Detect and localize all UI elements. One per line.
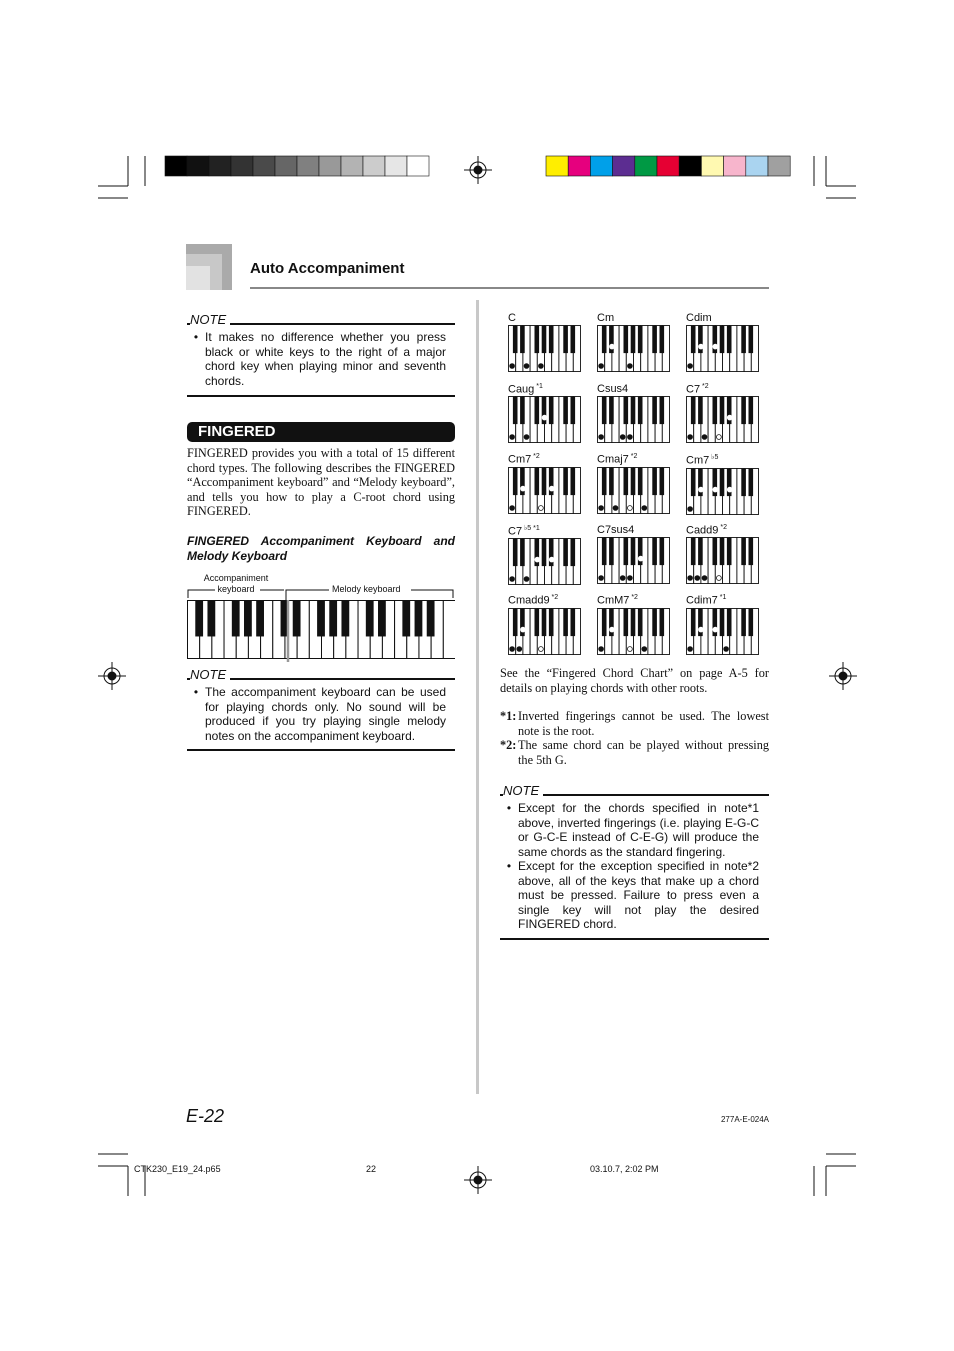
- black-key: [748, 538, 753, 566]
- chord-footnote-mark: *2: [628, 453, 638, 460]
- color-swatch: [768, 156, 790, 176]
- note-label: NOTE: [190, 667, 230, 682]
- black-key: [542, 539, 547, 567]
- pressed-key-dot: [628, 575, 633, 580]
- chord-keyboard: [508, 467, 582, 515]
- chord-keyboard: [597, 467, 671, 515]
- color-swatch: [568, 156, 590, 176]
- black-key: [520, 539, 525, 567]
- pressed-key-dot: [524, 435, 529, 440]
- black-key: [631, 467, 636, 495]
- black-key: [602, 537, 607, 565]
- black-key: [659, 396, 664, 424]
- black-key: [293, 601, 301, 637]
- pressed-key-dot: [688, 364, 693, 369]
- black-key: [659, 537, 664, 565]
- black-key: [520, 397, 525, 425]
- gray-swatch: [341, 156, 363, 176]
- note-text: Except for the chords specified in note*1 above, inverted fingerings (i.e. playing E-G-C or G-C-E instead of C-E-G) will produce the same chords as the standard fingering.: [518, 801, 759, 859]
- optional-key-dot: [539, 646, 544, 651]
- black-key: [534, 608, 539, 636]
- black-key: [256, 601, 264, 637]
- chord-name: Caug $^{*1}$: [508, 382, 543, 396]
- color-swatch: [679, 156, 701, 176]
- chord-diagram: [508, 453, 582, 515]
- chord-diagram: [686, 383, 760, 445]
- pressed-key-dot: [699, 344, 704, 349]
- black-key: [659, 467, 664, 495]
- color-swatch: [724, 156, 746, 176]
- black-key: [720, 468, 725, 496]
- sheet-number: 22: [366, 1164, 377, 1174]
- black-key: [691, 538, 696, 566]
- black-key: [366, 601, 374, 637]
- optional-key-dot: [628, 646, 633, 651]
- page-number: E-22: [186, 1106, 225, 1126]
- black-key: [563, 539, 568, 567]
- black-key: [652, 608, 657, 636]
- black-key: [631, 326, 636, 354]
- note-label: NOTE: [503, 783, 543, 798]
- black-key: [652, 537, 657, 565]
- black-key: [623, 326, 628, 354]
- chord-keyboard: [686, 468, 760, 516]
- chord-name: C: [508, 312, 516, 324]
- pressed-key-dot: [702, 576, 707, 581]
- pressed-key-dot: [521, 486, 526, 491]
- gray-color-bars: [165, 156, 429, 176]
- note-text: It makes no difference whether you press black or white keys to the right of a major chord key when playing minor and seventh chords.: [205, 330, 446, 388]
- chord-diagram-grid: [508, 312, 770, 658]
- chord-name: Cm: [597, 312, 615, 324]
- chord-keyboard: [686, 325, 760, 373]
- pressed-key-dot: [620, 434, 625, 439]
- gray-swatch: [297, 156, 319, 176]
- page-section-title: Auto Accompaniment: [250, 260, 405, 277]
- black-key: [638, 326, 643, 354]
- timestamp: 03.10.7, 2:02 PM: [590, 1164, 659, 1174]
- black-key: [341, 601, 349, 637]
- chord-name: Cadd9 $^{*2}$: [686, 523, 727, 537]
- color-swatch: [613, 156, 635, 176]
- note-block-3: NOTE • Except for the chords specified in note*1 above, inverted fingerings (i.e. playing E-G-C or G-C-E instead of C-E-G) will produce the same chords as the standard fingering. • Except for the exception specified in note*2 above, all of the keys that make up a chord must be pressed. Failure to press even a single key will not play the desired FINGERED chord.: [500, 783, 769, 940]
- chord-name: C7sus4: [597, 523, 635, 536]
- black-key: [317, 601, 325, 637]
- pressed-key-dot: [688, 435, 693, 440]
- chord-name: Cmaj7 $^{*2}$: [597, 453, 638, 466]
- pressed-key-dot: [599, 434, 604, 439]
- chord-keyboard: [597, 396, 671, 444]
- black-key: [727, 538, 732, 566]
- color-swatch: [546, 156, 568, 176]
- chord-keyboard: [686, 396, 760, 444]
- pressed-key-dot: [539, 364, 544, 369]
- black-key: [563, 397, 568, 425]
- optional-key-dot: [717, 435, 722, 440]
- chord-diagram: [508, 594, 582, 656]
- chord-footnote-mark: *2: [700, 382, 709, 390]
- pressed-key-dot: [638, 556, 643, 561]
- pressed-key-dot: [642, 646, 647, 651]
- black-key: [534, 397, 539, 425]
- chord-keyboard: [508, 608, 582, 656]
- black-key: [741, 538, 746, 566]
- pressed-key-dot: [535, 557, 540, 562]
- gray-swatch: [165, 156, 187, 176]
- chord-name: Cm7 $^{♭5}$: [686, 454, 719, 467]
- black-key: [638, 396, 643, 424]
- pressed-key-dot: [642, 505, 647, 510]
- pressed-key-dot: [695, 576, 700, 581]
- chord-diagram: [597, 312, 671, 373]
- chord-keyboard: [597, 325, 671, 373]
- black-key: [378, 601, 386, 637]
- gray-swatch: [253, 156, 275, 176]
- gray-swatch: [363, 156, 385, 176]
- black-key: [638, 608, 643, 636]
- black-key: [691, 326, 696, 354]
- pressed-key-dot: [713, 344, 718, 349]
- file-name: CTK230_E19_24.p65: [134, 1164, 221, 1174]
- pressed-key-dot: [620, 575, 625, 580]
- black-key: [720, 538, 725, 566]
- black-key: [631, 608, 636, 636]
- black-key: [748, 397, 753, 425]
- chord-name: C7 $^{*2}$: [686, 382, 709, 396]
- pressed-key-dot: [510, 577, 515, 582]
- black-key: [691, 397, 696, 425]
- black-key: [602, 608, 607, 636]
- black-key: [623, 537, 628, 565]
- black-key: [609, 396, 614, 424]
- black-key: [691, 468, 696, 496]
- black-key: [631, 396, 636, 424]
- gray-swatch: [275, 156, 297, 176]
- black-key: [602, 326, 607, 354]
- chord-diagram: [597, 594, 671, 656]
- black-key: [698, 538, 703, 566]
- pressed-key-dot: [599, 646, 604, 651]
- black-key: [570, 397, 575, 425]
- chord-diagram: [508, 524, 582, 587]
- optional-key-dot: [717, 576, 722, 581]
- black-key: [542, 467, 547, 495]
- chord-name: Cdim7 $^{*1}$: [686, 594, 727, 607]
- pressed-key-dot: [610, 627, 615, 632]
- pressed-key-dot: [699, 487, 704, 492]
- black-key: [570, 608, 575, 636]
- black-key: [698, 397, 703, 425]
- chord-keyboard: [686, 608, 760, 656]
- pressed-key-dot: [727, 415, 732, 420]
- pressed-key-dot: [688, 576, 693, 581]
- black-key: [542, 608, 547, 636]
- pressed-key-dot: [724, 646, 729, 651]
- gray-swatch: [209, 156, 231, 176]
- black-key: [609, 537, 614, 565]
- black-key: [244, 601, 252, 637]
- black-key: [563, 326, 568, 354]
- pressed-key-dot: [521, 627, 526, 632]
- color-swatch: [590, 156, 612, 176]
- black-key: [712, 538, 717, 566]
- black-key: [741, 608, 746, 636]
- chord-footnote-mark: ♭5: [709, 454, 719, 461]
- chord-footnote-mark: *2: [629, 594, 638, 601]
- chord-name: Cm7 $^{*2}$: [508, 453, 540, 466]
- black-key: [402, 601, 410, 637]
- chord-footnote-mark: ♭5 *1: [522, 524, 540, 532]
- black-key: [513, 326, 518, 354]
- header-rule: [250, 287, 769, 289]
- black-key: [602, 396, 607, 424]
- black-key: [652, 467, 657, 495]
- color-swatch: [701, 156, 723, 176]
- see-also-text: See the “Fingered Chord Chart” on page A-5 for details on playing chords with other roots.: [500, 666, 769, 695]
- white-key: [443, 601, 455, 659]
- chord-diagram: [508, 383, 582, 445]
- process-color-bars: [546, 156, 790, 176]
- chord-keyboard: [597, 608, 671, 656]
- black-key: [570, 326, 575, 354]
- pressed-key-dot: [628, 364, 633, 369]
- black-key: [652, 326, 657, 354]
- black-key: [720, 608, 725, 636]
- pressed-key-dot: [610, 344, 615, 349]
- black-key: [623, 396, 628, 424]
- black-key: [741, 468, 746, 496]
- black-key: [659, 326, 664, 354]
- black-key: [329, 601, 337, 637]
- pressed-key-dot: [510, 646, 515, 651]
- chord-diagram: [597, 524, 671, 585]
- black-key: [727, 326, 732, 354]
- gray-swatch: [385, 156, 407, 176]
- black-key: [638, 467, 643, 495]
- gray-swatch: [231, 156, 253, 176]
- note-text: The accompaniment keyboard can be used for playing chords only. No sound will be produced if you try playing single melody notes on the accompaniment keyboard.: [205, 685, 446, 743]
- black-key: [609, 467, 614, 495]
- black-key: [563, 467, 568, 495]
- fingered-intro: FINGERED provides you with a total of 15 different chord types. The following describes the FINGERED “Accompaniment keyboard” and “Melody keyboard”, and tells you how to play a C-root chord using FINGERED.: [187, 446, 455, 519]
- chord-name: Cmadd9 $^{*2}$: [508, 594, 559, 607]
- chord-name: Csus4: [597, 382, 629, 395]
- optional-key-dot: [539, 505, 544, 510]
- note-text: Except for the exception specified in note*2 above, all of the keys that make up a chord must be pressed. Failure to press even a single key will not play the desired FINGERED chord.: [518, 859, 759, 931]
- full-keyboard-diagram: [187, 600, 455, 662]
- black-key: [659, 608, 664, 636]
- pressed-key-dot: [699, 627, 704, 632]
- black-key: [631, 537, 636, 565]
- black-key: [748, 326, 753, 354]
- chord-name: CmM7 $^{*2}$: [597, 594, 638, 607]
- chord-keyboard: [686, 537, 760, 585]
- black-key: [415, 601, 423, 637]
- chord-diagram: [686, 312, 760, 373]
- black-key: [741, 326, 746, 354]
- pressed-key-dot: [628, 434, 633, 439]
- black-key: [720, 326, 725, 354]
- gray-swatch: [407, 156, 429, 176]
- pressed-key-dot: [613, 505, 618, 510]
- doc-code: 277A-E-024A: [720, 1115, 769, 1124]
- gray-swatch: [319, 156, 341, 176]
- pressed-key-dot: [688, 506, 693, 511]
- black-key: [534, 467, 539, 495]
- chord-keyboard: [508, 325, 582, 373]
- black-key: [748, 468, 753, 496]
- pressed-key-dot: [599, 364, 604, 369]
- chord-keyboard: [508, 396, 582, 444]
- pressed-key-dot: [542, 415, 547, 420]
- note-label: NOTE: [190, 312, 230, 327]
- black-key: [652, 396, 657, 424]
- chord-name: Cdim: [686, 312, 712, 324]
- black-key: [727, 608, 732, 636]
- chord-diagram: [686, 594, 760, 656]
- pressed-key-dot: [727, 487, 732, 492]
- pressed-key-dot: [599, 505, 604, 510]
- pressed-key-dot: [713, 487, 718, 492]
- black-key: [623, 608, 628, 636]
- black-key: [534, 326, 539, 354]
- black-key: [513, 539, 518, 567]
- black-key: [513, 467, 518, 495]
- color-swatch: [746, 156, 768, 176]
- black-key: [542, 326, 547, 354]
- pressed-key-dot: [702, 435, 707, 440]
- pressed-key-dot: [517, 646, 522, 651]
- black-key: [570, 539, 575, 567]
- black-key: [602, 467, 607, 495]
- black-key: [513, 397, 518, 425]
- chord-diagram: [686, 524, 760, 586]
- chord-keyboard: [508, 538, 582, 586]
- chord-footnote-mark: *1: [717, 594, 727, 601]
- chord-diagram: [597, 383, 671, 444]
- black-key: [741, 397, 746, 425]
- chord-footnote-mark: *2: [549, 594, 559, 601]
- section-tab-graphic: [186, 244, 232, 290]
- pressed-key-dot: [510, 435, 515, 440]
- chord-footnote-mark: *2: [531, 453, 540, 460]
- pressed-key-dot: [599, 575, 604, 580]
- black-key: [623, 467, 628, 495]
- black-key: [549, 608, 554, 636]
- chord-diagram: [508, 312, 582, 373]
- note-block-1: NOTE • It makes no difference whether you press black or white keys to the right of a major chord key when playing minor and seventh chords.: [187, 312, 455, 397]
- pressed-key-dot: [510, 364, 515, 369]
- chord-name: C7 $^{♭5 *1}$: [508, 524, 540, 538]
- footnote-1: *1: Inverted fingerings cannot be used. The lowest note is the root.: [500, 709, 769, 738]
- chord-footnote-mark: *1: [534, 382, 543, 390]
- black-key: [549, 326, 554, 354]
- black-key: [720, 397, 725, 425]
- pressed-key-dot: [510, 505, 515, 510]
- black-key: [712, 397, 717, 425]
- color-swatch: [657, 156, 679, 176]
- pressed-key-dot: [688, 646, 693, 651]
- color-swatch: [635, 156, 657, 176]
- chord-diagram: [597, 453, 671, 515]
- black-key: [195, 601, 203, 637]
- black-key: [232, 601, 240, 637]
- accomp-keyboard-label: Accompaniment keyboard: [203, 573, 269, 594]
- chord-footnote-mark: *2: [718, 523, 727, 531]
- melody-keyboard-label: Melody keyboard: [332, 584, 401, 594]
- fingered-heading: FINGERED: [187, 422, 455, 442]
- black-key: [691, 608, 696, 636]
- black-key: [207, 601, 215, 637]
- black-key: [520, 326, 525, 354]
- pressed-key-dot: [524, 577, 529, 582]
- black-key: [549, 397, 554, 425]
- chord-diagram: [686, 453, 760, 516]
- gray-swatch: [187, 156, 209, 176]
- black-key: [427, 601, 435, 637]
- pressed-key-dot: [713, 627, 718, 632]
- optional-key-dot: [628, 505, 633, 510]
- pressed-key-dot: [549, 486, 554, 491]
- black-key: [563, 608, 568, 636]
- pressed-key-dot: [549, 557, 554, 562]
- pressed-key-dot: [524, 364, 529, 369]
- fingered-subheading: FINGERED Accompaniment Keyboard and Melody Keyboard: [187, 534, 455, 563]
- footnote-2: *2: The same chord can be played without pressing the 5th G.: [500, 738, 769, 767]
- note-block-2: NOTE • The accompaniment keyboard can be used for playing chords only. No sound will be produced if you try playing single melody notes on the accompaniment keyboard.: [187, 667, 455, 751]
- black-key: [570, 467, 575, 495]
- black-key: [513, 608, 518, 636]
- black-key: [748, 608, 753, 636]
- chord-keyboard: [597, 537, 671, 585]
